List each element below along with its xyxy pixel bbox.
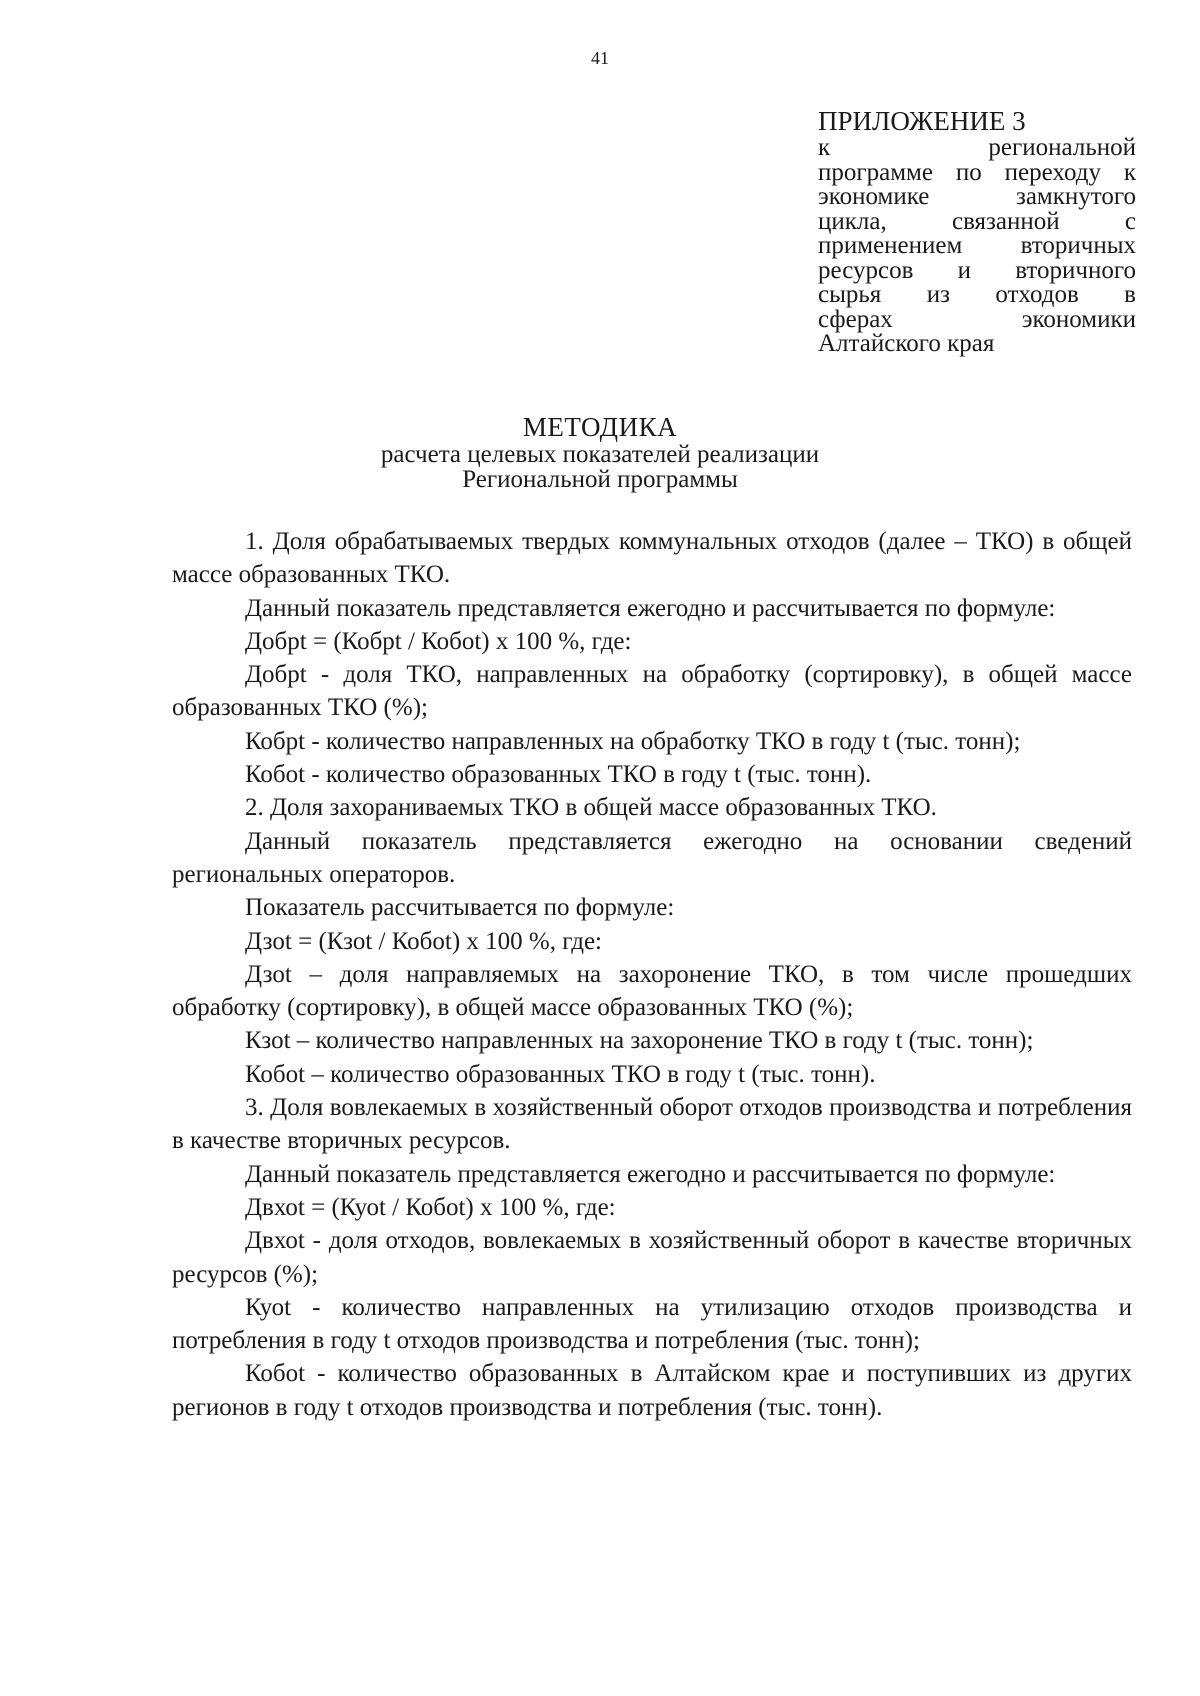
definition: Кзоt – количество направленных на захоронение ТКО в году t (тыс. тонн); [245, 1027, 1034, 1055]
paragraph: Показатель рассчитывается по формуле: [245, 894, 675, 922]
formula: Двхоt = (Куоt / Кобоt) х 100 %, где: [245, 1193, 616, 1221]
appendix-text [818, 136, 1136, 357]
appendix-block [818, 106, 1136, 357]
appendix-line: программе по переходу к [818, 158, 1136, 186]
appendix-line: к региональной [818, 134, 1136, 161]
definition: Куоt - количество направленных на утилизацию отходов производства и потребления в году t отходов производства и потребления (тыс. тонн); [172, 1293, 1132, 1355]
appendix-line: сырья из отходов в [818, 281, 1136, 308]
heading-subtitle: расчета целевых показателей реализации [380, 441, 820, 468]
definition: Кобоt – количество образованных ТКО в году t (тыс. тонн). [245, 1060, 876, 1088]
paragraph: Данный показатель представляется ежегодно и рассчитывается по формуле: [245, 1160, 1056, 1188]
definition: Дзоt – доля направляемых на захоронение ТКО, в том числе прошедших обработку (сортировку), в общей массе образованных ТКО (%); [172, 960, 1132, 1022]
appendix-line: применением вторичных [818, 232, 1136, 259]
heading-subtitle: Региональной программы [462, 466, 738, 493]
section-2-title: 2. Доля захораниваемых ТКО в общей массе образованных ТКО. [245, 794, 937, 822]
paragraph: Данный показатель представляется ежегодно и рассчитывается по формуле: [245, 594, 1056, 622]
definition: Добрt - доля ТКО, направленных на обработку (сортировку), в общей массе образованных ТКО (%); [172, 661, 1132, 722]
heading-title: МЕТОДИКА [522, 412, 678, 442]
definition: Кобоt - количество образованных ТКО в году t (тыс. тонн). [245, 761, 872, 789]
section-3-title: 3. Доля вовлекаемых в хозяйственный оборот отходов производства и потребления в качестве вторичных ресурсов. [172, 1094, 1132, 1155]
definition: Кобоt - количество образованных в Алтайском крае и поступивших из других регионов в году t отходов производства и потребления (тыс. тонн). [172, 1360, 1132, 1421]
appendix-line: экономике замкнутого [818, 183, 1136, 210]
appendix-line: сферах экономики [818, 305, 1136, 333]
definition: Кобрt - количество направленных на обработку ТКО в году t (тыс. тонн); [245, 727, 1021, 755]
document-body [172, 525, 1132, 1424]
appendix-line: ресурсов и вторичного [818, 256, 1136, 284]
appendix-title: ПРИЛОЖЕНИЕ 3 [818, 106, 1026, 136]
section-1-title: 1. Доля обрабатываемых твердых коммунальных отходов (далее – ТКО) в общей массе образованных ТКО. [172, 528, 1132, 589]
formula: Дзоt = (Кзоt / Кобоt) х 100 %, где: [245, 927, 603, 955]
document-heading [0, 412, 1200, 492]
formula: Добрt = (Кобрt / Кобоt) х 100 %, где: [245, 627, 632, 655]
page-number: 41 [591, 48, 609, 68]
paragraph: Данный показатель представляется ежегодно на основании сведений региональных операторов. [172, 827, 1132, 888]
appendix-line: цикла, связанной с [818, 207, 1136, 235]
appendix-line: Алтайского края [818, 330, 995, 357]
definition: Двхоt - доля отходов, вовлекаемых в хозяйственный оборот в качестве вторичных ресурсов (%); [172, 1227, 1132, 1288]
